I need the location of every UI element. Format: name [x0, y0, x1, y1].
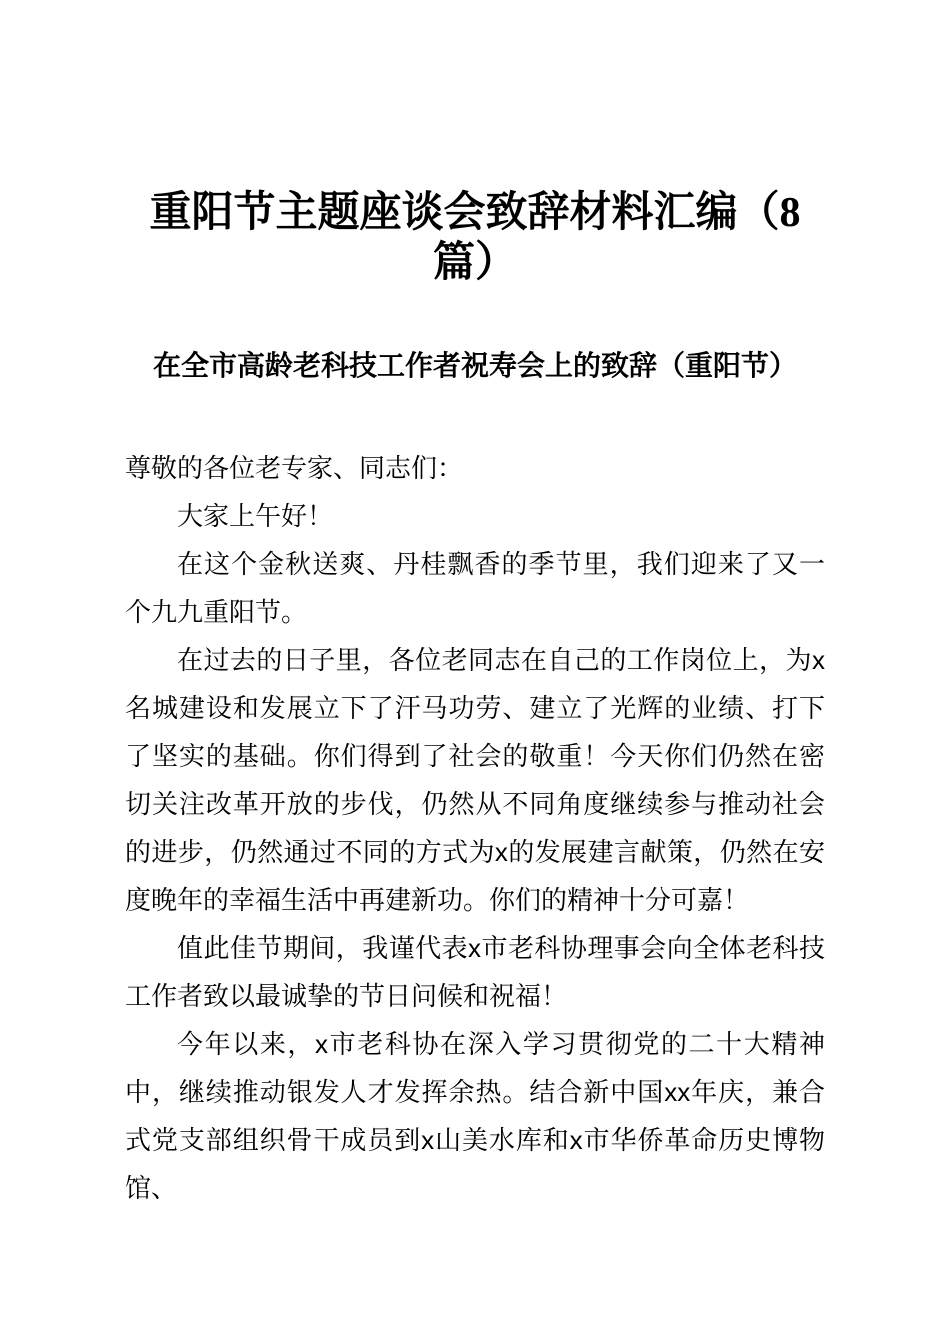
paragraph: 尊敬的各位老专家、同志们： — [125, 453, 464, 483]
paragraph: 在过去的日子里，各位老同志在自己的工作岗位上，为x名城建设和发展立下了汗马功劳、建立了光辉的业绩、打下了坚实的基础。你们得到了社会的敬重！今天你们仍然在密切关注改革开放的步伐，仍然从不同角度继续参与推动社会的进步，仍然通过不同的方式为x的发展建言献策，仍然在安度晚年的幸福生活中再建新功。你们的精神十分可嘉！ — [125, 645, 825, 915]
paragraph: 值此佳节期间，我谨代表x市老科协理事会向全体老科技工作者致以最诚挚的节日问候和祝福！ — [125, 933, 825, 1011]
paragraph: 今年以来，x市老科协在深入学习贯彻党的二十大精神中，继续推动银发人才发挥余热。结合新中国xx年庆，兼合式党支部组织骨干成员到x山美水库和x市华侨革命历史博物馆、 — [125, 1029, 825, 1203]
paragraph: 在这个金秋送爽、丹桂飘香的季节里，我们迎来了又一个九九重阳节。 — [125, 549, 825, 627]
document-title: 重阳节主题座谈会致辞材料汇编（8篇） — [149, 190, 801, 286]
paragraph: 大家上午好！ — [177, 501, 334, 531]
document-body — [125, 444, 825, 1212]
section-heading: 在全市高龄老科技工作者祝寿会上的致辞（重阳节） — [152, 350, 797, 381]
